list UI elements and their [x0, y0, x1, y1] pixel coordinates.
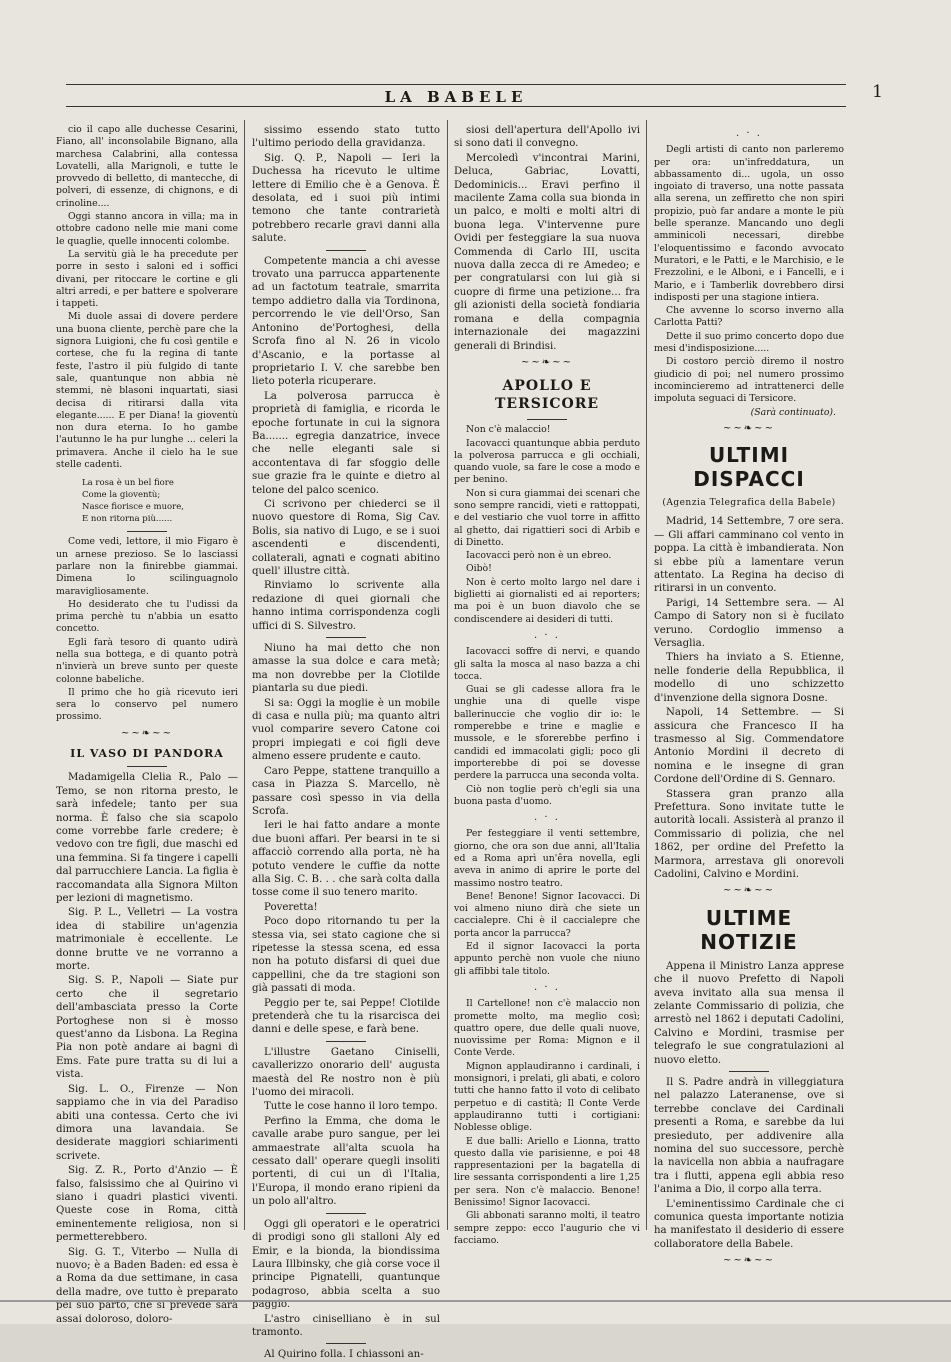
paragraph: Mi duole assai di dovere perdere una buona cliente, perchè pare che la signora Luigioni, che fu così gentile e cortese, che fu la regina di tante feste, l'astro il più fulgido di tante sale, quantunque non abbia nè stemmi, nè blasoni inquartati, siasi decisa di ritirarsi dalla vita elegante...... E per Diana! la gioventù non dura eterna. Io ho gambe l'autunno le ha pur lunghe ... celeri la primavera. Anche il cielo ha le sue stelle cadenti.	[56, 311, 238, 471]
paragraph: Thiers ha inviato a S. Etienne, nelle fonderie della Repubblica, il modello di uno schizzetto d'invenzione della signora Dosne.	[654, 652, 844, 704]
section-heading: ULTIMI DISPACCI	[693, 443, 805, 492]
paragraph: Il Cartellone! non c'è malaccio non promette molto, ma meglio così; quattro opere, due delle quali nuove, nuovissime per Roma: Mignon e il Conte Verde.	[454, 998, 640, 1059]
top-rule	[66, 84, 846, 85]
separator-dots: . · .	[534, 981, 560, 993]
paragraph: La servitù già le ha precedute per porre in sesto i saloni ed i soffici divani, per ritoccare le cortine e gli altri arredi, e per battere e spolverare i tappeti.	[56, 248, 238, 310]
paragraph: Madrid, 14 Settembre, 7 ore sera. — Gli affari camminano col vento in poppa. La città è imbandierata. Non si ebbe più a lamentare verun attentato. La Regina ha deciso di ritirarsi in un convento.	[654, 516, 844, 595]
paragraph: Egli farà tesoro di quanto udirà nella sua bottega, e di quanto potrà n'invierà un breve sunto per queste colonne babeliche.	[56, 636, 238, 685]
paragraph: Sig. P. L., Velletri — La vostra idea di stabilire un'agenzia matrimoniale è eccellente. Le donne brutte ve ne vorranno a morte.	[56, 907, 238, 973]
poem	[82, 477, 238, 525]
paragraph: Oibò!	[466, 563, 492, 575]
paragraph: Perfino la Emma, che doma le cavalle arabe puro sangue, per lei ammaestrate all'alta scuola ha cessato dall' operare quegli insoliti portenti, di cui un dì l'Italia, l'Europa, il mondo erano ripieni da un polo all'altro.	[252, 1115, 440, 1208]
ornament: ~~❧~~	[723, 422, 775, 434]
paragraph: Rinviamo lo scrivente alla redazione di quei giornali che hanno intima corrispondenza cogli uffici di S. Silvestro.	[252, 580, 440, 632]
section-heading: ULTIME NOTIZIE	[700, 905, 798, 954]
paragraph: Degli artisti di canto non parleremo per ora: un'infreddatura, un abbassamento di... ugola, un osso ingoiato di traverso, una notte passata alla serena, un zeffiretto che non spiri propizio, può far andare a monte le più belle speranze. Mancando uno degli amminicoli necessari, direbbe l'eloquentissimo e facondo avvocato Muratori, e le Patti, e le Marchisio, e le Frezzolini, e le Alboni, e i Fancelli, e i Mario, e i Tamberlik dovrebbero dirsi indisposti per una stagione intiera.	[654, 144, 844, 303]
paragraph: Iacovacci però non è un ebreo.	[466, 550, 612, 562]
paragraph: Mignon applaudiranno i cardinali, i monsignori, i prelati, gli abati, e coloro tutti che hanno fatto il voto di celibato perpetuo e di castità; Il Conte Verde applaudiranno tutti i cortigiani: Noblesse oblige.	[454, 1060, 640, 1134]
paragraph: Si sa: Oggi la moglie è un mobile di casa e nulla più; ma quanto altri vuol comparire severo Catone coi propri impiegati e coi figli deve almeno essere prudente e cauto.	[252, 697, 440, 763]
paragraph: Stassera gran pranzo alla Prefettura. Sono invitate tutte le autorità locali. Assisterà al pranzo il Commissario di polizia, che nel 1862, per ordine del Prefetto la Marmora, arrestava gli onorevoli Cadolini, Calvino e Mordini.	[654, 788, 844, 880]
column-2	[252, 124, 440, 1361]
paragraph: Oggi stanno ancora in villa; ma in ottobre cadono nelle mie mani come le quaglie, quelle innocenti colombe.	[56, 211, 238, 247]
paragraph: Madamigella Clelia R., Palo — Temo, se non ritorna presto, le sarà infedele; tanto per sua norma. È falso che sia scapolo come vorrebbe farle credere; è vedovo con tre figli, due maschi ed una femmina. Si fa tingere i capelli dal parrucchiere Lancia. La figlia è raccomandata alla Signora Milton per lezioni di magnetismo.	[56, 772, 238, 905]
separator	[326, 1213, 366, 1214]
paragraph: Al Quirino folla. I chiassoni an-	[264, 1349, 424, 1361]
paragraph: Tutte le cose hanno il loro tempo.	[264, 1101, 438, 1113]
paragraph: Dette il suo primo concerto dopo due mesi d'indisposizione.....	[654, 330, 844, 355]
paragraph: Ed il signor Iacovacci la porta appunto perchè non vuole che niuno gli affibbi tale titolo.	[454, 941, 640, 977]
separator-dots: . · .	[534, 629, 560, 641]
paragraph: Ieri le hai fatto andare a monte due buoni affari. Per bearsi in te si affacciò correndo alla porta, nè ha potuto vendere le cuffie da notte alla Sig. C. B. . . che sarà colta dalla tosse come il suo tenero marito.	[252, 820, 440, 899]
paragraph: Non si cura giammai dei scenari che sono sempre rancidi, vieti e rattoppati, e del vestiario che vuol torre in affitto al ghetto, dai rigattieri soci di Arbib e di Dinetto.	[454, 487, 640, 548]
separator	[127, 531, 167, 532]
paragraph: Il primo che ho già ricevuto ieri sera lo conservo pel numero prossimo.	[56, 686, 238, 723]
paragraph: Iacovacci quantunque abbia perduto la polverosa parrucca e gli occhiali, quando vuole, sa fare le cose a modo e per benino.	[454, 437, 640, 486]
paragraph: L'illustre Gaetano Ciniselli, cavallerizzo onorario dell' augusta maestà del Re nostro non è più l'uomo dei miracoli.	[252, 1046, 440, 1099]
paragraph: siosi dell'apertura dell'Apollo ivi si sono dati il convegno.	[454, 125, 640, 150]
paragraph: Che avvenne lo scorso inverno alla Carlotta Patti?	[654, 305, 844, 329]
section-heading: APOLLO E TERSICORE	[494, 378, 600, 413]
paragraph: Guai se gli cadesse allora fra le unghie una di quelle vispe ballerinuccie che voglio dir io: le romperebbe e trine e maglie e mussole, e le sforerebbe perfino i candidi ed immacolati gigli; poco gli importerebbe di poi se dovesse perdere la parrucca una seconda volta.	[454, 684, 640, 782]
paragraph: Bene! Benone! Signor Iacovacci. Di voi almeno niuno dirà che siete un caccialepre. Chi è il caccialepre che porta ancor la parrucca?	[454, 890, 640, 939]
ornament: ~~❧~~	[521, 356, 573, 368]
poem-line: Nasce fiorisce e muore,	[82, 502, 184, 513]
paragraph: Mercoledì v'incontrai Marini, Deluca, Gabriac, Lovatti, Dedominicis... Eravi perfino il macilente Zama colla sua bionda in un palco, e molti e molti altri di buona lega. V'intervenne pure Ovidi per festeggiare la sua nuova Commenda di Carlo III, uscita nuova dalla zecca di re Amedeo; e per congratularsi con lui già si cuopre di firme una petizione... fra gli azionisti della società fondiaria romana e della compagnia internazionale dei magazzini generali di Brindisi.	[454, 152, 640, 352]
separator	[326, 637, 366, 638]
paragraph: Caro Peppe, stattene tranquillo a casa in Piazza S. Marcello, nè passare così spesso in via della Scrofa.	[252, 765, 440, 817]
poem-line: La rosa è un bel fiore	[82, 478, 174, 489]
column-3	[454, 124, 640, 1246]
section-heading: IL VASO DI PANDORA	[70, 747, 224, 761]
paragraph: Parigi, 14 Settembre sera. — Al Campo di Satory non si è fucilato veruno. Cordoglio immenso a Versaglia.	[654, 597, 844, 650]
poem-line: E non ritorna più......	[82, 514, 173, 525]
separator	[527, 419, 567, 420]
separator	[326, 1041, 366, 1042]
separator	[326, 250, 366, 251]
paragraph: Poco dopo ritornando tu per la stessa via, sei stato cagione che si ripetesse la stessa scena, ed essa non ha potuto disfarsi di quei due cappellini, che da tre stagioni son già passati di moda.	[252, 916, 440, 995]
masthead-rule	[66, 106, 846, 107]
paragraph: Per festeggiare il venti settembre, giorno, che ora son due anni, all'Italia ed a Roma aprì un'êra novella, egli aveva in animo di aprire le porte del massimo nostro teatro.	[454, 828, 640, 889]
paragraph: cio il capo alle duchesse Cesarini, Fiano, all' inconsolabile Bignano, alla marchesa Calabrini, alla contessa Lovatelli, alla Marignoli, e tutte le provvedo di belletto, di mantecche, di polveri, di essenze, di chignons, e di crinoline....	[56, 124, 238, 209]
paragraph: Sig. Z. R., Porto d'Anzio — È falso, falsissimo che al Quirino vi siano i quadri plastici viventi. Queste cose in Roma, città eminentemente religiosa, non si permetterebbero.	[56, 1165, 238, 1244]
section-subheading: (Agenzia Telegrafica della Babele)	[662, 498, 836, 509]
paragraph: Peggio per te, sai Peppe! Clotilde pretenderà che tu la risarcisca dei danni e delle spese, e farà bene.	[252, 997, 440, 1036]
page-number: 1	[872, 82, 883, 102]
paragraph: Non è certo molto largo nel dare i biglietti ai giornalisti ed ai reporters; ma poi è un buon diavolo che se condiscendere ai desideri di tutti.	[454, 576, 640, 625]
paragraph: L'eminentissimo Cardinale che ci comunica questa importante notizia ha manifestato il desiderio di essere collaboratore della Babele.	[654, 1198, 844, 1250]
paragraph: Poveretta!	[264, 901, 318, 913]
paragraph: Sig. Q. P., Napoli — Ieri la Duchessa ha ricevuto le ultime lettere di Emilio che è a Genova. È desolata, ed i suoi più intimi temono che tante contrarietà potrebbero recarle gravi danni alla salute.	[252, 152, 440, 245]
paragraph: Non c'è malaccio!	[466, 424, 551, 436]
paragraph: Il S. Padre andrà in villeggiatura nel palazzo Lateranense, ove si terrebbe conclave dei Cardinali presenti a Roma, e sarebbe da lui presieduto, per addivenire alla nomina del suo successore, perchè la navicella non abbia a naufragare tra i flutti, appena egli abbia reso l'anima a Dio, il corpo alla terra.	[654, 1076, 844, 1196]
column-4	[654, 124, 844, 1267]
continuation-note: (Sarà continuato).	[750, 406, 836, 418]
paragraph: Gli abbonati saranno molti, il teatro sempre zeppo: ecco l'augurio che vi facciamo.	[454, 1210, 640, 1246]
paragraph: Sig. G. T., Viterbo — Nulla di nuovo; è a Baden Baden: ed essa è a Roma da due settimane, in casa della madre, ove tutto è preparato pel suo parto, che si prevede sarà assai doloroso, doloro-	[56, 1246, 238, 1325]
column-divider	[447, 120, 448, 1230]
paragraph: Appena il Ministro Lanza apprese che il nuovo Prefetto di Napoli aveva invitato alla sua mensa il zelante Commissario di polizia, che arrestò nel 1862 i deputati Cadolini, Calvino e Mordini, trasmise per telegrafo le sue congratulazioni al nuovo eletto.	[654, 960, 844, 1066]
paragraph: sissimo essendo stato tutto l'ultimo periodo della gravidanza.	[252, 125, 440, 150]
paragraph: Competente mancia a chi avesse trovato una parrucca appartenente ad un factotum teatrale, smarrita tempo addietro dalla via Tordinona, percorrendo le vie dell'Orso, San Antonino de'Portoghesi, della Scrofa fino al N. 26 in vicolo d'Ascanio, e la portasse al proprietario I. V. che sarebbe ben lieto poterla ricuperare.	[252, 255, 440, 388]
poem-line: Come la gioventù;	[82, 490, 161, 501]
column-1	[56, 124, 238, 1325]
column-divider	[244, 120, 245, 1230]
paragraph: La polverosa parrucca è proprietà di famiglia, e ricorda le epoche fortunate in cui la signora Ba....... egregia danzatrice, invece che nelle eleganti sale si accontentava di far sfoggio delle sue grazie fra le quinte e dietro al telone del palco scenico.	[252, 390, 440, 496]
column-divider	[646, 120, 647, 1230]
ornament: ~~❧~~	[723, 1255, 775, 1267]
separator-dots: . · .	[534, 812, 560, 824]
paragraph: Sig. L. O., Firenze — Non sappiamo che in via del Paradiso abiti una contessa. Certo che ivi dimora una lavandaia. Se desiderate maggiori schiarimenti scrivete.	[56, 1083, 238, 1162]
fold-line	[0, 1300, 951, 1302]
paragraph: E due balli: Ariello e Lionna, tratto questo dalla vie parisienne, e poi 48 rappresentazioni per la bagatella di lire sessanta corrispondenti a lire 1,25 per sera. Non c'è malaccio. Benone! Benissimo! Signor Iacovacci.	[454, 1135, 640, 1209]
paragraph: Iacovacci soffre di nervi, e quando gli salta la mosca al naso bazza a chi tocca.	[454, 646, 640, 682]
masthead: LA BABELE	[384, 88, 528, 106]
paragraph: Sig. S. P., Napoli — Siate pur certo che il segretario dell'ambasciata presso la Corte Portoghese non si è mosso quest'anno da Lisbona. La Regina Pia non potè andare ai bagni di Ems. Fate pure tratta su di lui a vista.	[56, 975, 238, 1081]
ornament: ~~❧~~	[723, 885, 775, 897]
paragraph: Ci scrivono per chiederci se il nuovo questore di Roma, Sig Cav. Bolis, sia nativo di Lugo, e se i suoi ascendenti e discendenti, collaterali, agnati e cognati abitino quell' illustre città.	[252, 498, 440, 577]
separator-dots: . · .	[736, 128, 762, 139]
paragraph: Di costoro perciò diremo il nostro giudicio di poi; nel numero prossimo incomincieremo ad intrattenerci delle impoluta seguaci di Tersicore.	[654, 356, 844, 405]
paragraph: Napoli, 14 Settembre. — Si assicura che Francesco II ha trasmesso al Sig. Commendatore Antonio Mordini il decreto di nomina e le insegne di gran Cordone dell'Ordine di S. Gennaro.	[654, 707, 844, 786]
paragraph: Come vedi, lettore, il mio Figaro è un arnese prezioso. Se lo lasciassi parlare non la finirebbe giammai. Dimena lo scilinguagnolo maravigliosamente.	[56, 536, 238, 597]
separator	[729, 1071, 769, 1072]
paragraph: Ho desiderato che tu l'udissi da prima perchè tu n'abbia un esatto concetto.	[56, 598, 238, 635]
paragraph: Oggi gli operatori e le operatrici di prodigi sono gli stalloni Aly ed Emir, e la bionda, la biondissima Laura Illbinsky, che già corse voce il principe Pignatelli, quantunque podagroso, abbia scelta a suo paggio.	[252, 1218, 440, 1311]
paragraph: Niuno ha mai detto che non amasse la sua dolce e cara metà; ma non dovrebbe per la Clotilde piantarla su due piedi.	[252, 643, 440, 695]
ornament: ~~❧~~	[121, 727, 173, 739]
separator	[326, 1343, 366, 1344]
separator	[127, 766, 167, 767]
paragraph: Ciò non toglie però ch'egli sia una buona pasta d'uomo.	[454, 783, 640, 807]
paragraph: L'astro ciniselliano è in sul tramonto.	[252, 1313, 440, 1338]
